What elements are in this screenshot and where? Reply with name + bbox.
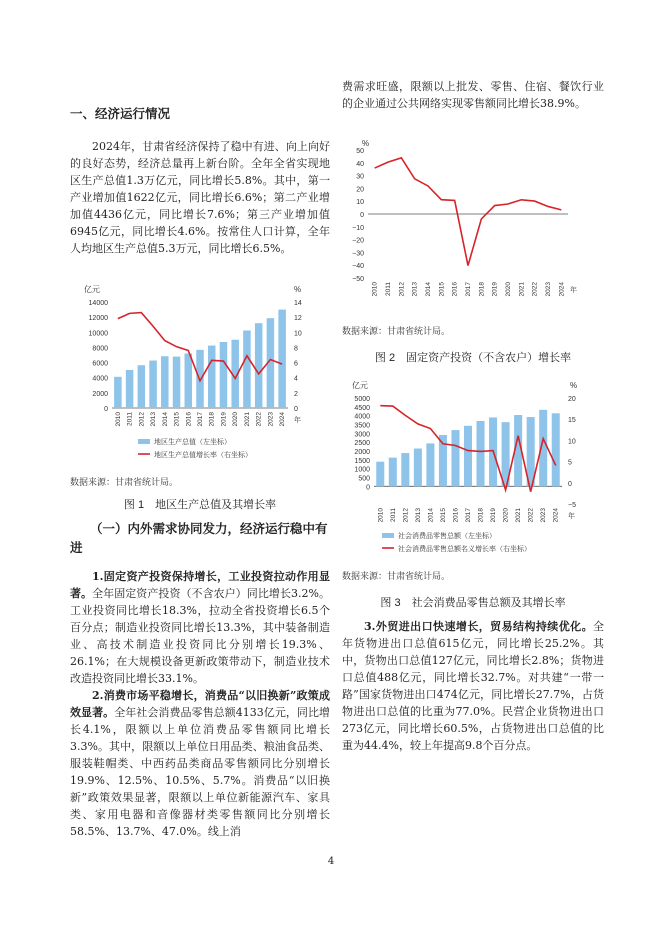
y-tick: 30 — [356, 173, 364, 181]
x-tick-label: 2020 — [502, 508, 510, 523]
y-left-tick: 14000 — [88, 300, 108, 307]
y-left-tick: 2500 — [354, 440, 370, 448]
figure-3-caption: 图 3 社会消费品零售总额及其增长率 — [380, 597, 566, 609]
x-tick-label: 2023 — [540, 508, 548, 523]
y-left-tick: 2000 — [354, 449, 370, 456]
y-left-tick: 8000 — [92, 345, 108, 353]
gdp-bar — [126, 370, 134, 408]
x-tick-label: 2024 — [558, 282, 566, 297]
x-unit: 年 — [570, 287, 577, 294]
paragraph-consumption-body: 全年社会消费品零售总额4133亿元，同比增长4.1%，限额以上单位消费品零售额同比增长3.3%。其中，限额以上单位日用品类、粮油食品类、服装鞋帽类、中西药品类商品零售额同比分别增长19.9%、12.5%、10.5%、5.7%。消费品“以旧换新”政策效果显著，限额以上单位新能源汽车、家具类、家用电器和音像器材类零售额同比分别增长58.5%、13.7%、47.0%。线上消 — [70, 706, 331, 838]
legend-bar-swatch — [382, 533, 394, 538]
retail-bar — [552, 413, 560, 486]
legend-line-label: 社会消费品零售总额名义增长率（右坐标） — [398, 546, 531, 553]
paragraph-trade — [342, 618, 604, 754]
paragraph-investment — [70, 568, 330, 687]
gdp-bar — [220, 342, 228, 408]
intro-paragraph: 2024年，甘肃省经济保持了稳中有进、向上向好的良好态势，经济总量再上新台阶。全年全省实现地区生产总值1.3万亿元，同比增长5.8%。其中，第一产业增加值1622亿元，同比增长6.6%；第二产业增加值4436亿元，同比增长7.6%；第三产业增加值6945亿元，同比增长4.6%。按常住人口计算，全年人均地区生产总值5.3万元，同比增长6.5%。 — [70, 140, 330, 255]
y-right-tick: 2 — [294, 390, 298, 398]
gdp-bar — [114, 377, 122, 408]
x-unit: 年 — [294, 417, 301, 424]
y-right-tick: 12 — [294, 315, 302, 323]
y-left-tick: 3000 — [354, 431, 370, 439]
y-left-tick: 0 — [104, 406, 108, 413]
y-tick: −10 — [352, 224, 364, 232]
gdp-bar — [255, 323, 263, 408]
y-right-tick: 5 — [568, 459, 572, 467]
paragraph-trade-heading: 3.外贸进出口快速增长，贸易结构持续优化。 — [364, 620, 593, 633]
x-tick-label: 2015 — [439, 508, 447, 523]
section-title: 一、经济运行情况 — [70, 106, 171, 121]
left-paragraphs — [70, 568, 330, 840]
x-tick-label: 2022 — [527, 508, 535, 523]
x-tick-label: 2012 — [398, 282, 406, 297]
x-tick-label: 2014 — [427, 508, 435, 523]
retail-bar — [451, 430, 459, 486]
investment-growth-line — [375, 158, 562, 266]
x-tick-label: 2023 — [267, 412, 275, 427]
figure-2-chart — [342, 138, 592, 308]
x-tick-label: 2018 — [208, 412, 216, 427]
gdp-bar — [161, 356, 169, 408]
x-tick-label: 2015 — [173, 412, 181, 427]
x-tick-label: 2021 — [243, 412, 251, 427]
x-unit: 年 — [568, 513, 575, 520]
retail-bar — [389, 458, 397, 487]
y-left-tick: 10000 — [88, 330, 108, 338]
retail-bar — [426, 443, 434, 486]
figure-3-chart — [342, 378, 592, 564]
x-tick-label: 2013 — [150, 412, 158, 427]
figure-1-chart — [82, 282, 318, 470]
y-left-tick: 4500 — [354, 404, 370, 412]
x-tick-label: 2010 — [114, 412, 122, 427]
subsection-title: （一）内外需求协同发力，经济运行稳中有进 — [70, 521, 328, 555]
figure-1-source: 数据来源：甘肃省统计局。 — [70, 477, 179, 487]
x-tick-label: 2012 — [138, 412, 146, 427]
y-tick: −40 — [352, 263, 364, 271]
y-tick: 50 — [356, 148, 364, 155]
y-left-unit: 亿元 — [352, 381, 368, 390]
x-tick-label: 2021 — [515, 508, 523, 523]
trade-paragraph-block — [342, 618, 604, 754]
y-tick: −20 — [352, 237, 364, 245]
gdp-bar — [243, 330, 251, 408]
x-tick-label: 2022 — [255, 412, 263, 427]
x-tick-label: 2016 — [451, 282, 459, 297]
x-tick-label: 2022 — [531, 282, 539, 297]
figure-2-source: 数据来源：甘肃省统计局。 — [342, 326, 451, 336]
y-right-unit: % — [570, 381, 578, 390]
x-tick-label: 2010 — [377, 508, 385, 523]
y-left-tick: 1000 — [354, 466, 370, 474]
gdp-bar — [185, 353, 193, 408]
x-tick-label: 2011 — [126, 412, 134, 426]
retail-bar — [414, 449, 422, 487]
y-tick: 20 — [356, 186, 364, 194]
x-tick-label: 2018 — [477, 508, 485, 523]
x-tick-label: 2019 — [490, 508, 498, 523]
y-tick: −30 — [352, 250, 364, 258]
y-left-tick: 500 — [358, 475, 370, 483]
x-tick-label: 2016 — [185, 412, 193, 427]
y-right-tick: 0 — [568, 480, 572, 488]
y-unit: % — [362, 139, 370, 148]
y-left-tick: 12000 — [88, 315, 108, 323]
y-right-tick: 14 — [294, 300, 302, 307]
retail-bar — [477, 421, 485, 486]
y-right-unit: % — [294, 285, 302, 294]
x-tick-label: 2014 — [161, 412, 169, 427]
legend-bar-label: 地区生产总值（左坐标） — [154, 439, 231, 446]
x-tick-label: 2011 — [389, 508, 397, 522]
y-tick: 0 — [360, 212, 364, 219]
intro-paragraph-block — [70, 138, 330, 257]
figure-1-caption: 图 1 地区生产总值及其增长率 — [123, 499, 277, 511]
y-left-tick: 0 — [366, 484, 370, 492]
x-tick-label: 2024 — [552, 508, 560, 523]
y-right-tick: 10 — [294, 330, 302, 338]
figure-2-caption: 图 2 固定资产投资（不含农户）增长率 — [374, 352, 572, 364]
y-right-tick: −5 — [568, 502, 576, 509]
x-tick-label: 2019 — [491, 282, 499, 297]
paragraph-trade-body: 全年货物进出口总值615亿元，同比增长25.2%。其中，货物出口总值127亿元，同比增长2.8%；货物进口总值488亿元，同比增长32.7%。对共建“一带一路”国家货物进出口474亿元，同比增长27.7%，占货物进出口总值的比重为77.0%。民营企业货物进出口273亿元，同比增长60.5%，占货物进出口总值的比重为44.4%，较上年提高9.8个百分点。 — [342, 620, 604, 752]
x-tick-label: 2021 — [518, 282, 526, 297]
x-tick-label: 2010 — [371, 282, 379, 297]
legend-bar-swatch — [138, 439, 150, 444]
y-right-tick: 8 — [294, 345, 298, 353]
x-tick-label: 2012 — [402, 508, 410, 523]
x-tick-label: 2016 — [452, 508, 460, 523]
y-left-tick: 4000 — [354, 413, 370, 421]
paragraph-consumption-heading: 2.消费市场平稳增长，消费品“以旧换新”政策成效显著。 — [70, 689, 330, 719]
x-tick-label: 2013 — [414, 508, 422, 523]
x-tick-label: 2011 — [385, 282, 392, 296]
page-number: 4 — [327, 856, 335, 867]
y-left-tick: 2000 — [92, 390, 108, 398]
gdp-bar — [208, 346, 216, 408]
legend-line-label: 地区生产总值增长率（右坐标） — [154, 452, 252, 459]
gdp-bar — [278, 310, 286, 408]
y-tick: 10 — [356, 199, 364, 207]
x-tick-label: 2015 — [438, 282, 446, 297]
x-tick-label: 2020 — [505, 282, 512, 297]
consumption-continued-block — [342, 78, 604, 112]
paragraph-investment-body: 全年固定资产投资（不含农户）同比增长3.2%。工业投资同比增长18.3%，拉动全省投资增长6.5个百分点；制造业投资同比增长13.3%，其中装备制造业、高技术制造业投资同比分别增长19.3%、26.1%；在大规模设备更新政策带动下，制造业技术改造投资同比增长33.1%。 — [70, 587, 331, 685]
y-left-tick: 4000 — [92, 375, 108, 383]
gdp-bar — [138, 365, 146, 408]
paragraph-consumption-continued: 费需求旺盛，限额以上批发、零售、住宿、餐饮行业的企业通过公共网络实现零售额同比增长38.9%。 — [342, 80, 604, 110]
x-tick-label: 2013 — [411, 282, 419, 297]
retail-bar — [464, 426, 472, 487]
gdp-bar — [149, 361, 157, 408]
x-tick-label: 2018 — [478, 282, 486, 297]
paragraph-investment-heading: 1.固定资产投资保持增长，工业投资拉动作用显著。 — [70, 570, 330, 600]
y-left-tick: 1500 — [354, 457, 370, 465]
x-tick-label: 2017 — [465, 508, 472, 523]
y-left-tick: 5000 — [354, 396, 370, 403]
y-right-tick: 0 — [294, 406, 298, 413]
y-left-tick: 6000 — [92, 360, 108, 368]
x-tick-label: 2019 — [220, 412, 228, 427]
retail-bar — [376, 462, 384, 487]
legend-bar-label: 社会消费品零售总额（左坐标） — [398, 533, 496, 540]
figure-3-source: 数据来源：甘肃省统计局。 — [342, 571, 451, 581]
y-left-tick: 3500 — [354, 422, 370, 430]
x-tick-label: 2020 — [232, 412, 240, 427]
y-right-tick: 20 — [568, 396, 576, 403]
paragraph-consumption — [70, 687, 330, 840]
x-tick-label: 2017 — [197, 412, 204, 427]
x-tick-label: 2024 — [279, 412, 287, 427]
y-left-unit: 亿元 — [84, 285, 100, 294]
gdp-bar — [173, 357, 181, 408]
retail-bar — [401, 453, 409, 486]
y-right-tick: 4 — [294, 375, 298, 383]
y-right-tick: 6 — [294, 360, 298, 368]
x-tick-label: 2017 — [465, 282, 472, 297]
x-tick-label: 2014 — [425, 282, 432, 297]
y-tick: −50 — [352, 276, 364, 283]
y-tick: 40 — [356, 160, 364, 168]
y-right-tick: 10 — [568, 438, 576, 446]
y-right-tick: 15 — [568, 417, 576, 425]
x-tick-label: 2023 — [545, 282, 552, 297]
